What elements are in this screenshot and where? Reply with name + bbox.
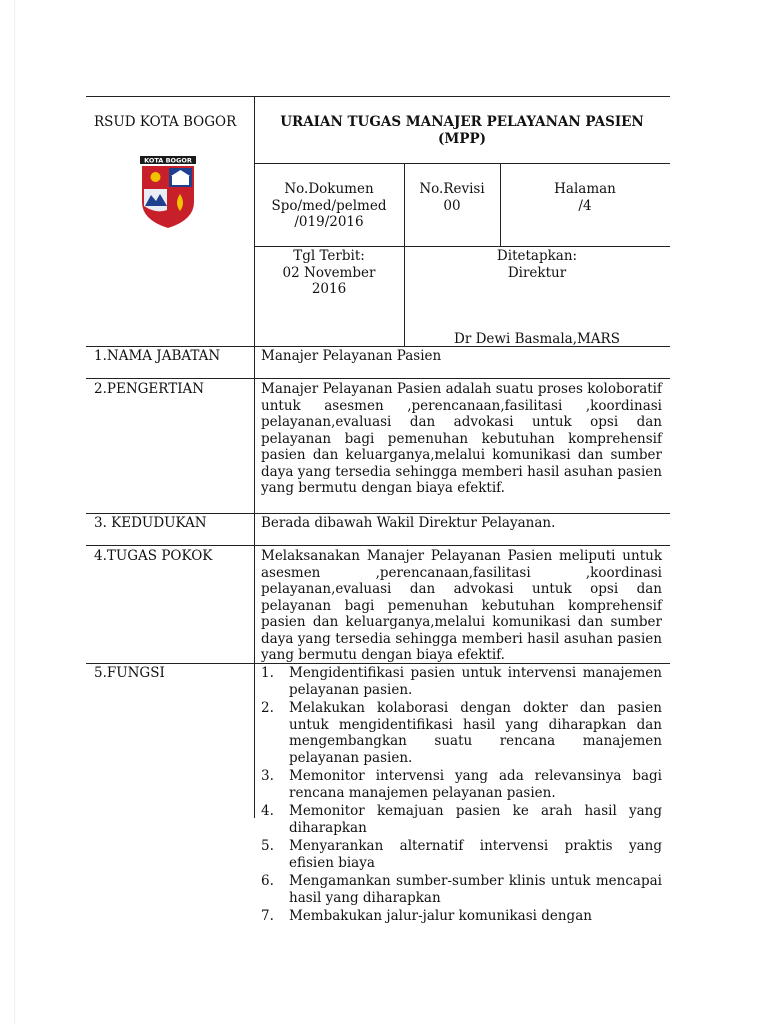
page-label: Halaman (554, 181, 616, 197)
fungsi-item-text: Mengamankan sumber-sumber klinis untuk mencapai hasil yang diharapkan (289, 873, 662, 906)
issued-date-line1: 02 November (282, 264, 376, 281)
revision-label: No.Revisi (419, 181, 485, 197)
approved-role: Direktur (507, 264, 567, 281)
rule-row3 (86, 545, 670, 546)
issued-date-line2: 2016 (311, 281, 347, 297)
approved-name: Dr Dewi Basmala,MARS (454, 331, 620, 347)
fungsi-item-text: Membakukan jalur-jalur komunikasi dengan (289, 908, 592, 924)
approved-label: Ditetapkan: (496, 248, 578, 264)
fungsi-item-text: Menyarankan alternatif intervensi praktis yang efisien biaya (289, 838, 662, 871)
logo-caption: KOTA BOGOR (144, 156, 192, 165)
fungsi-item-text: Melakukan kolaborasi dengan dokter dan pasien untuk mengidentifikasi hasil yang diharapkan dan mengembangkan suatu rencana manajemen pelayanan pasien. (289, 700, 662, 766)
section-label-tugas-pokok: 4.TUGAS POKOK (94, 548, 213, 564)
fungsi-item (261, 838, 662, 871)
page-edge (14, 0, 15, 1024)
revision-value: 00 (443, 197, 461, 214)
fungsi-list-container (261, 665, 662, 924)
institution-name: RSUD KOTA BOGOR (94, 114, 237, 130)
doc-number-label: No.Dokumen (284, 181, 374, 197)
fungsi-item-number: 3. (261, 768, 274, 784)
fungsi-item-number: 6. (261, 873, 274, 889)
fungsi-item-text: Memonitor intervensi yang ada relevansinya bagi rencana manajemen pelayanan pasien. (289, 768, 662, 801)
fungsi-item (261, 700, 662, 766)
document-title-line2: (MPP) (437, 130, 487, 147)
fungsi-item-number: 7. (261, 908, 274, 924)
fungsi-item-text: Memonitor kemajuan pasien ke arah hasil yang diharapkan (289, 803, 662, 836)
city-logo-icon (138, 156, 198, 228)
rule-top (86, 96, 670, 97)
fungsi-item-number: 1. (261, 665, 274, 681)
issued-label: Tgl Terbit: (293, 248, 365, 264)
doc-number-block (254, 181, 404, 231)
page-block (500, 181, 670, 214)
doc-number-line1: Spo/med/pelmed (271, 197, 387, 214)
revision-block (404, 181, 500, 214)
section-label-nama-jabatan: 1.NAMA JABATAN (94, 348, 221, 364)
issued-block (254, 248, 404, 298)
section-content-nama-jabatan: Manajer Pelayanan Pasien (261, 348, 442, 364)
fungsi-item-number: 2. (261, 700, 274, 716)
fungsi-item (261, 665, 662, 698)
section-label-pengertian: 2.PENGERTIAN (94, 381, 205, 397)
fungsi-item-number: 4. (261, 803, 274, 819)
rule-row2 (86, 513, 670, 514)
approval-block (404, 248, 670, 281)
fungsi-list (261, 665, 662, 925)
section-label-kedudukan: 3. KEDUDUKAN (94, 515, 207, 531)
section-content-kedudukan: Berada dibawah Wakil Direktur Pelayanan. (261, 515, 556, 531)
section-label-fungsi: 5.FUNGSI (94, 665, 165, 681)
doc-number-line2: /019/2016 (294, 214, 364, 230)
fungsi-item-text: Mengidentifikasi pasien untuk intervensi manajemen pelayanan pasien. (289, 665, 662, 698)
fungsi-item (261, 803, 662, 836)
rule-doc-bottom (254, 246, 670, 247)
rule-title-bottom (254, 163, 670, 164)
fungsi-item (261, 768, 662, 801)
fungsi-item (261, 873, 662, 906)
section-content-pengertian: Manajer Pelayanan Pasien adalah suatu proses koloboratif untuk asesmen ,perencanaan,fasilitasi ,koordinasi pelayanan,evaluasi dan advokasi untuk opsi dan pelayanan bagi pemenuhan kebutuhan komprehensif pasien dan keluarganya,melalui komunikasi dan sumber daya yang tersedia sehingga memberi hasil asuhan pasien yang bermutu dengan biaya efektif. (261, 381, 662, 496)
fungsi-item (261, 908, 662, 925)
section-content-tugas-pokok: Melaksanakan Manajer Pelayanan Pasien meliputi untuk asesmen ,perencanaan,fasilitasi ,koordinasi pelayanan,evaluasi dan advokasi untuk opsi dan pelayanan bagi pemenuhan kebutuhan komprehensif pasien dan keluarganya,melalui komunikasi dan sumber daya yang tersedia sehingga memberi hasil asuhan pasien yang bermutu dengan biaya efektif. (261, 548, 662, 663)
page-value: /4 (578, 197, 592, 214)
document-title (254, 114, 670, 147)
rule-row1 (86, 378, 670, 379)
document-title-line1: URAIAN TUGAS MANAJER PELAYANAN PASIEN (280, 114, 644, 130)
fungsi-item-number: 5. (261, 838, 274, 854)
